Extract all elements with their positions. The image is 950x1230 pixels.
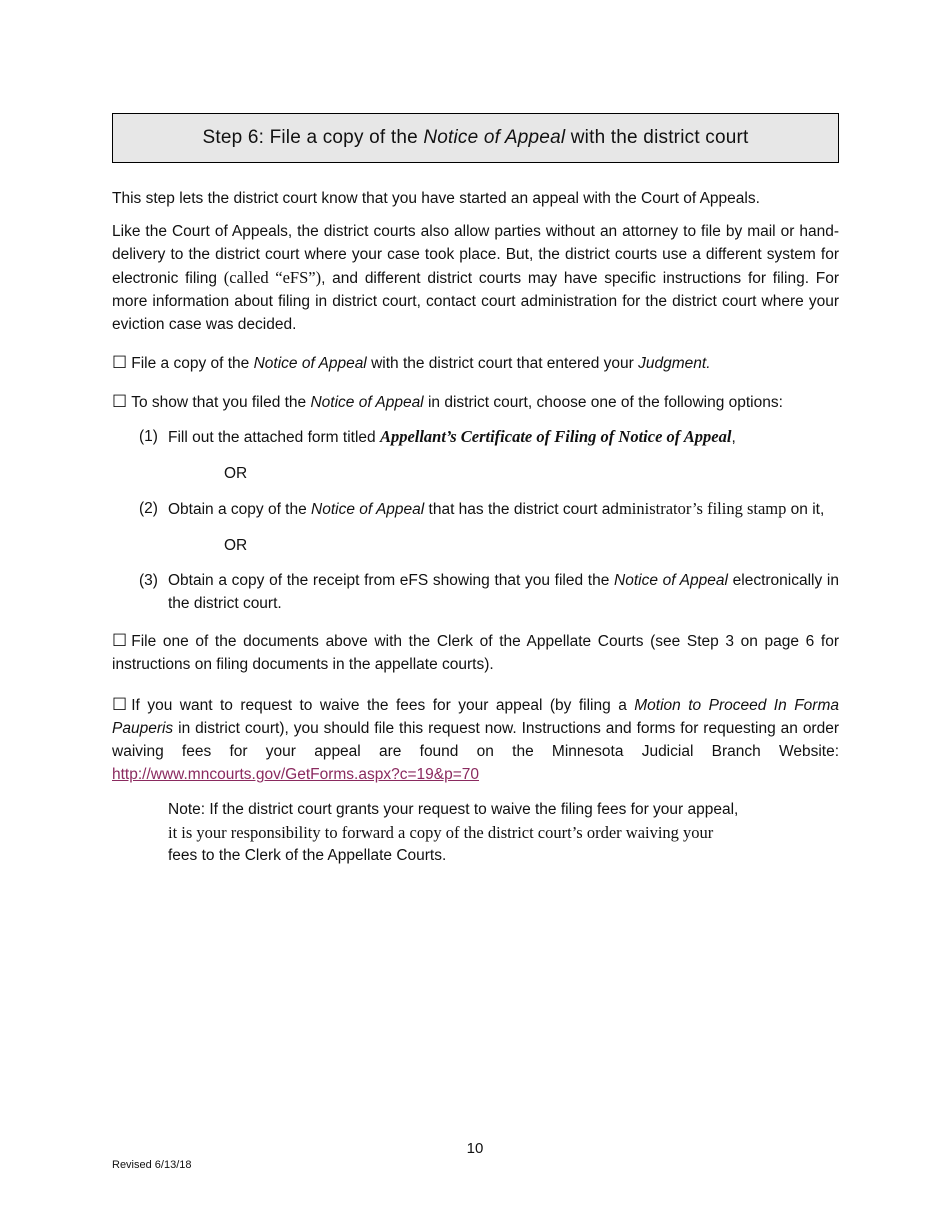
item3-text: File one of the documents above with the Clerk of the Appellate Courts (see Step 3 on page 6 for instructions on filing documents in the appellate courts). (112, 633, 839, 673)
item2-italic: Notice of Appeal (310, 394, 424, 411)
option-3-text (168, 569, 839, 615)
checkbox-icon[interactable]: ☐ (112, 392, 128, 412)
item1-prefix: File a copy of the (131, 355, 254, 372)
option-1-form-title: Appellant’s Certificate of Filing of Notice of Appeal (379, 427, 732, 446)
step-heading (202, 127, 748, 149)
option-3-suffix: electronically in the district court. (168, 572, 839, 612)
item4-suffix: in district court), you should file this request now. Instructions and forms for requesting an order waiving fees for your appeal are found on the Minnesota Judicial Branch Website: (112, 720, 839, 760)
option-2-number: (2) (139, 500, 158, 517)
checkbox-icon[interactable]: ☐ (112, 695, 128, 715)
option-2-text (168, 497, 839, 521)
or-separator-1: OR (224, 465, 248, 482)
option-3-prefix: Obtain a copy of the receipt from eFS showing that you filed the (168, 572, 615, 589)
option-2-italic: Notice of Appeal (311, 501, 425, 518)
revised-date: Revised 6/13/18 (112, 1159, 192, 1171)
step-heading-suffix: with the district court (565, 127, 749, 148)
option-2-middle: that has the district court ad (424, 501, 619, 518)
checkbox-icon[interactable]: ☐ (112, 353, 128, 373)
option-2-suffix: on it, (786, 501, 825, 518)
checklist-item-file-document (112, 630, 839, 676)
item4-prefix: If you want to request to waive the fees for your appeal (by filing a (131, 697, 635, 714)
option-1 (139, 425, 839, 449)
item1-italic-notice: Notice of Appeal (253, 355, 367, 372)
option-2-serif: ministrator’s filing stamp (618, 499, 787, 518)
item2-suffix: in district court, choose one of the following options: (423, 394, 783, 411)
option-2-prefix: Obtain a copy of the (168, 501, 312, 518)
checkbox-icon[interactable]: ☐ (112, 631, 128, 651)
option-1-number: (1) (139, 428, 158, 445)
page-number: 10 (466, 1140, 484, 1157)
option-3-number: (3) (139, 572, 158, 589)
filing-paragraph-called: (called “eFS”) (223, 268, 322, 287)
note-line-2: it is your responsibility to forward a copy of the district court’s order waiving your (168, 823, 714, 842)
document-page (112, 113, 839, 867)
intro-paragraph: This step lets the district court know that you have started an appeal with the Court of Appeals. (112, 190, 760, 207)
item1-middle: with the district court that entered your (366, 355, 639, 372)
note-line-3: fees to the Clerk of the Appellate Courts. (168, 847, 447, 864)
step-heading-prefix: Step 6: File a copy of the (202, 127, 424, 148)
forms-link[interactable]: http://www.mncourts.gov/GetForms.aspx?c=19&p=70 (112, 766, 480, 783)
option-1-suffix: , (731, 429, 736, 446)
step-heading-box (112, 113, 839, 163)
filing-paragraph (112, 220, 839, 336)
checklist-item-waive-fees (112, 694, 839, 786)
option-1-text (168, 425, 839, 449)
item1-italic-judgment: Judgment. (638, 355, 711, 372)
option-3-italic: Notice of Appeal (614, 572, 728, 589)
filing-paragraph-part1: Like the Court of Appeals, the district courts also allow parties without an attorney to file by mail or hand-delivery to the district court where your case took place. But, the district courts use a different system for electronic filing (112, 223, 839, 287)
note-block (168, 798, 808, 867)
item2-prefix: To show that you filed the (131, 394, 311, 411)
checklist-item-show-filed (112, 391, 839, 414)
step-heading-italic: Notice of Appeal (423, 127, 566, 148)
checklist-item-file-copy (112, 352, 839, 375)
option-1-prefix: Fill out the attached form titled (168, 429, 380, 446)
option-3 (139, 569, 839, 615)
item4-italic: Motion to Proceed In Forma Pauperis (112, 697, 839, 737)
filing-paragraph-part2: , and different district courts may have specific instructions for filing. For more information about filing in district court, contact court administration for the district court where your eviction case was decided. (112, 270, 840, 333)
note-line-1: Note: If the district court grants your request to waive the filing fees for your appeal, (168, 801, 739, 818)
option-2 (139, 497, 839, 521)
or-separator-2: OR (224, 537, 248, 554)
